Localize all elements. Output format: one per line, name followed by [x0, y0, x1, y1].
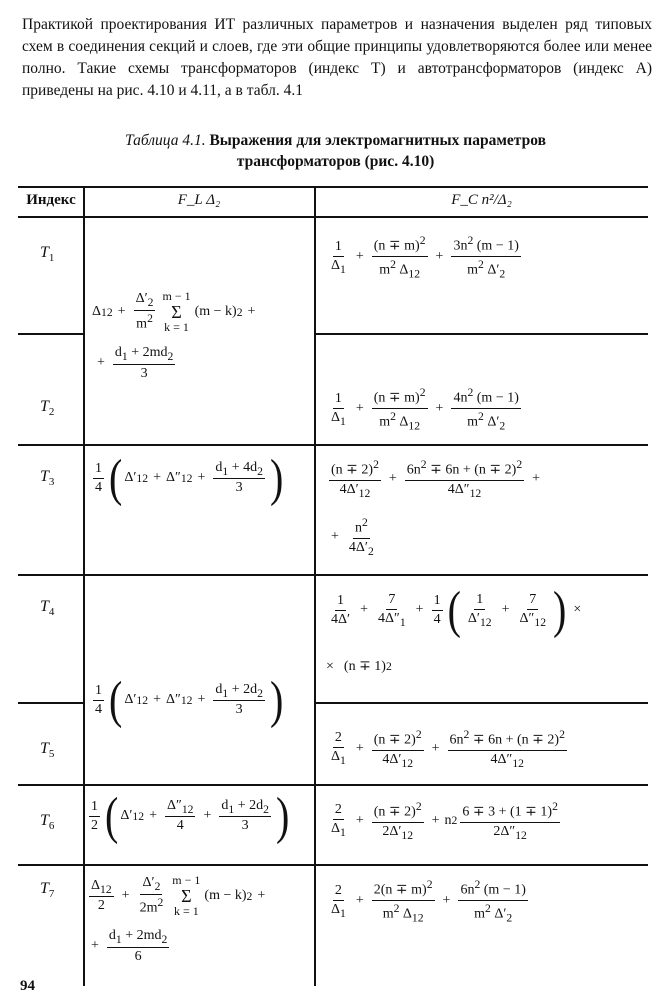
- table-caption: [0, 130, 671, 172]
- table-top-rule: [18, 186, 648, 188]
- header-fl: F_L Δ₂: [177, 192, 221, 208]
- fl-formula-t7-line1: $\Delta_{12}$ 2 + $\frac{\Delta'_2}{2m^2}$ m − 1 Σ k = 1 (m − k) 2 +: [91, 873, 266, 918]
- fc-formula-t2: 1 $\Delta_1$ + $\frac{(n \mp m)^2}{m^2 \Delta_{12}}$ + $\frac{4n^2 (m - 1)}{m^2 \Delta'_2}$: [331, 386, 519, 433]
- row-rule-1b: [314, 333, 648, 335]
- fl-formula-t1-t2-line2: + $\frac{d_1 + 2md_2}{3}$: [97, 345, 174, 381]
- header-index: Индекс: [26, 192, 76, 208]
- header-fc: F_C n²/Δ₂: [451, 192, 512, 208]
- fl-formula-t3: 1 4 ( Δ′ 12 + Δ″ 12 + $\frac{d_1 + 4d_2}{3}$ ): [95, 448, 284, 507]
- row-rule-1: [18, 333, 83, 335]
- row-rule-4: [18, 702, 83, 704]
- header-bottom-rule: [18, 216, 648, 218]
- fl-formula-t1-t2-line1: Δ 12 + $\frac{\Delta'_2}{m^2}$ m − 1 Σ k = 1 (m − k) 2 +: [92, 289, 256, 334]
- row-index-t1: $T_1$: [40, 244, 55, 265]
- row-index-t3: $T_3$: [40, 468, 55, 489]
- column-divider-1: [83, 186, 85, 986]
- row-rule-2: [18, 444, 648, 446]
- row-index-t4: $T_4$: [40, 598, 55, 619]
- fc-formula-t1: 1 $\Delta_1$ + $\frac{(n \mp m)^2}{m^2 \Delta_{12}}$ + $\frac{3n^2 (m - 1)}{m^2 \Delta'_2}$: [331, 234, 519, 281]
- caption-line1: Выражения для электромагнитных параметров: [209, 132, 546, 149]
- caption-label: Таблица 4.1.: [125, 132, 206, 149]
- fc-formula-t5: 2 $\Delta_1$ + $\frac{(n \mp 2)^2}{4\Delta'_{12}}$ + $\frac{6n^2 \mp 6n + (n \mp 2)^2}{4\Delta''_{12}}$: [331, 728, 565, 770]
- fc-formula-t7: 2 $\Delta_1$ + $\frac{2(n \mp m)^2}{m^2 \Delta_{12}}$ + $\frac{6n^2 (m - 1)}{m^2 \Delta'_2}$: [331, 878, 526, 925]
- fl-formula-t6: 1 2 ( Δ′ 12 + $\frac{\Delta''_{12}}{4}$ + $\frac{d_1 + 2d_2}{3}$ ): [91, 786, 290, 845]
- row-index-t7: $T_7$: [40, 880, 55, 901]
- column-divider-2: [314, 186, 316, 986]
- page-number: 94: [20, 978, 35, 994]
- fc-formula-t4-line2: × (n ∓ 1) 2: [326, 658, 392, 674]
- row-rule-6: [18, 864, 648, 866]
- fl-formula-t4-t5: 1 4 ( Δ′ 12 + Δ″ 12 + $\frac{d_1 + 2d_2}{3}$ ): [95, 670, 284, 729]
- row-index-t5: $T_5$: [40, 740, 55, 761]
- row-rule-3: [18, 574, 648, 576]
- fc-formula-t6: 2 $\Delta_1$ + $\frac{(n \mp 2)^2}{2\Delta'_{12}}$ + n 2 $6 \mp 3 + (1 \mp 1)^2$ $2\Delta''_{12}$: [331, 800, 558, 842]
- fc-formula-t4-line1: 1 4Δ′ + $\frac{7}{4\Delta''_1}$ + $\frac{1}{4}$ ( 1 $\Delta'_{12}$ + $\frac{7}{\Delta''_{12}}$ ) ×: [331, 580, 582, 639]
- fl-formula-t7-line2: + $\frac{d_1 + 2md_2}{6}$: [91, 928, 168, 964]
- fc-formula-t3-line2: + $\frac{n^2}{4\Delta'_2}$: [331, 516, 374, 558]
- fc-formula-t3-line1: $(n \mp 2)^2$ $4\Delta'_{12}$ + $\frac{6n^2 \mp 6n + (n \mp 2)^2}{4\Delta''_{12}}$ +: [331, 458, 541, 500]
- row-index-t2: $T_2$: [40, 398, 55, 419]
- row-rule-4b: [314, 702, 648, 704]
- intro-paragraph: Практикой проектирования ИТ различных параметров и назначения выделен ряд типовых схем в соединения секций и слоев, где эти общие принципы удовлетворяются более или менее полно. Такие схемы трансформаторов (индекс T) и автотрансформаторов (индекс A) приведены на рис. 4.10 и 4.11, а в табл. 4.1: [22, 16, 652, 99]
- caption-line2: трансформаторов (рис. 4.10): [236, 153, 435, 170]
- row-index-t6: $T_6$: [40, 812, 55, 833]
